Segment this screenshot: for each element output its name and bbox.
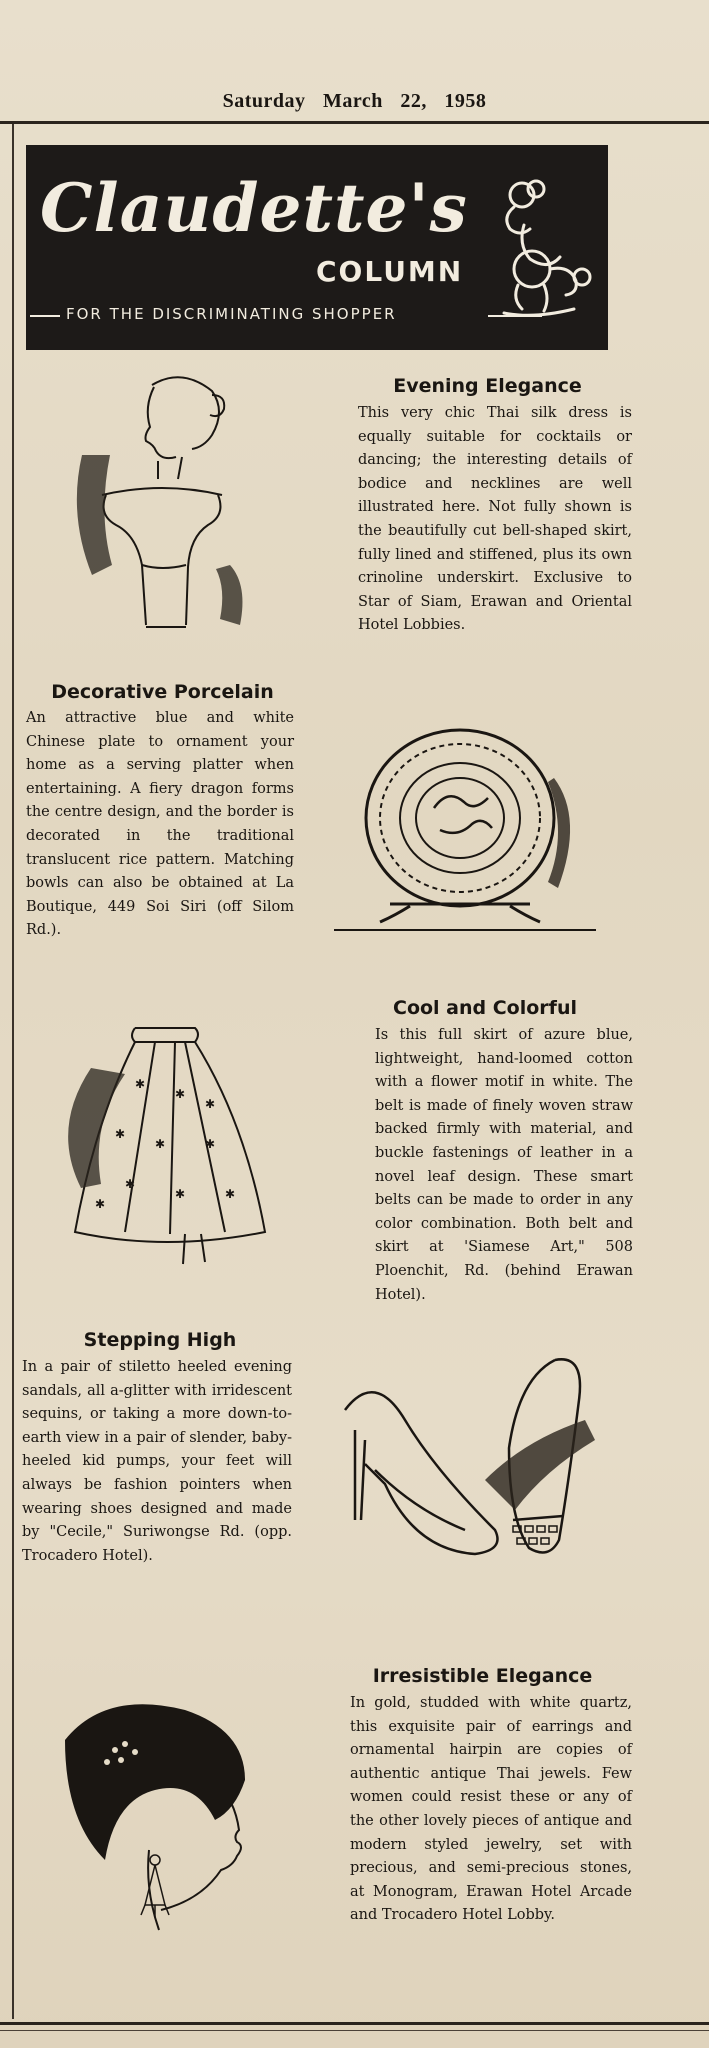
article-title-cool-and-colorful: Cool and Colorful (393, 997, 577, 1019)
date-weekday: Saturday (222, 90, 306, 112)
svg-text:✱: ✱ (115, 1127, 126, 1141)
article-body-evening-elegance: This very chic Thai silk dress is equally suitable for cocktails or dancing; the interesting details of bodice and necklines are well illustrated here. Not fully shown is the beautifully cut bell-shaped skirt, fully lined and stiffened, plus its own crinoline underskirt. Exclusive to Star of Siam, Erawan and Oriental Hotel Lobbies. (358, 405, 632, 634)
masthead-title: Claudette's (40, 169, 468, 247)
issue-date (0, 90, 709, 113)
bottom-rule (0, 2022, 709, 2025)
svg-text:✱: ✱ (175, 1087, 186, 1101)
article-title-evening-elegance: Evening Elegance (393, 375, 582, 397)
date-month: March (323, 90, 383, 112)
article-body-irresistible-elegance: In gold, studded with white quartz, this exquisite pair of earrings and ornamental hairpin are copies of authentic antique Thai jewels. Few women could resist these or any of the other lovely pieces of antique and modern styled jewelry, set with precious, and semi-precious stones, at Monogram, Erawan Hotel Arcade and Trocadero Hotel Lobby. (350, 1695, 632, 1924)
woman-jewelry-illustration (45, 1700, 275, 1960)
porcelain-plate-illustration (330, 718, 600, 948)
article-body-decorative-porcelain: An attractive blue and white Chinese plate to ornament your home as a serving platter when entertaining. A fiery dragon forms the centre design, and the border is decorated in the traditional translucent rice pattern. Matching bowls can also be obtained at La Boutique, 449 Soi Siri (off Silom Rd.). (26, 710, 294, 939)
bottom-rule-thin (0, 2030, 709, 2031)
date-year: 1958 (444, 90, 487, 112)
article-title-decorative-porcelain: Decorative Porcelain (51, 681, 274, 703)
svg-text:✱: ✱ (125, 1177, 136, 1191)
column-masthead (26, 145, 608, 350)
svg-text:✱: ✱ (155, 1137, 166, 1151)
masthead-tagline: FOR THE DISCRIMINATING SHOPPER (66, 305, 397, 323)
svg-text:✱: ✱ (135, 1077, 146, 1091)
svg-text:✱: ✱ (95, 1197, 106, 1211)
date-day: 22, (400, 90, 427, 112)
svg-text:✱: ✱ (225, 1187, 236, 1201)
shoes-illustration (335, 1350, 615, 1590)
top-rule (0, 121, 709, 124)
dress-bodice-illustration (62, 365, 262, 655)
column-border (12, 124, 14, 2019)
article-body-cool-and-colorful: Is this full skirt of azure blue, lightweight, hand-loomed cotton with a flower motif in white. The belt is made of finely woven straw backed firmly with material, and buckle fastenings of leather in a novel leaf design. These smart belts can be made to order in any color combination. Both belt and skirt at 'Siamese Art," 508 Ploenchit, Rd. (behind Erawan Hotel). (375, 1027, 633, 1303)
masthead-subtitle: COLUMN (316, 255, 464, 288)
article-title-stepping-high: Stepping High (83, 1329, 237, 1351)
svg-text:✱: ✱ (205, 1097, 216, 1111)
article-title-irresistible-elegance: Irresistible Elegance (372, 1665, 593, 1687)
poodle-icon (484, 173, 604, 323)
skirt-illustration (55, 1008, 285, 1268)
tagline-rule-left (30, 315, 60, 317)
svg-text:✱: ✱ (205, 1137, 216, 1151)
svg-text:✱: ✱ (175, 1187, 186, 1201)
article-body-stepping-high: In a pair of stiletto heeled evening sandals, all a-glitter with irridescent sequins, or taking a more down-to-earth view in a pair of slender, baby-heeled kid pumps, your feet will always be fashion pointers when wearing shoes designed and made by "Cecile," Suriwongse Rd. (opp. Trocadero Hotel). (22, 1359, 292, 1564)
